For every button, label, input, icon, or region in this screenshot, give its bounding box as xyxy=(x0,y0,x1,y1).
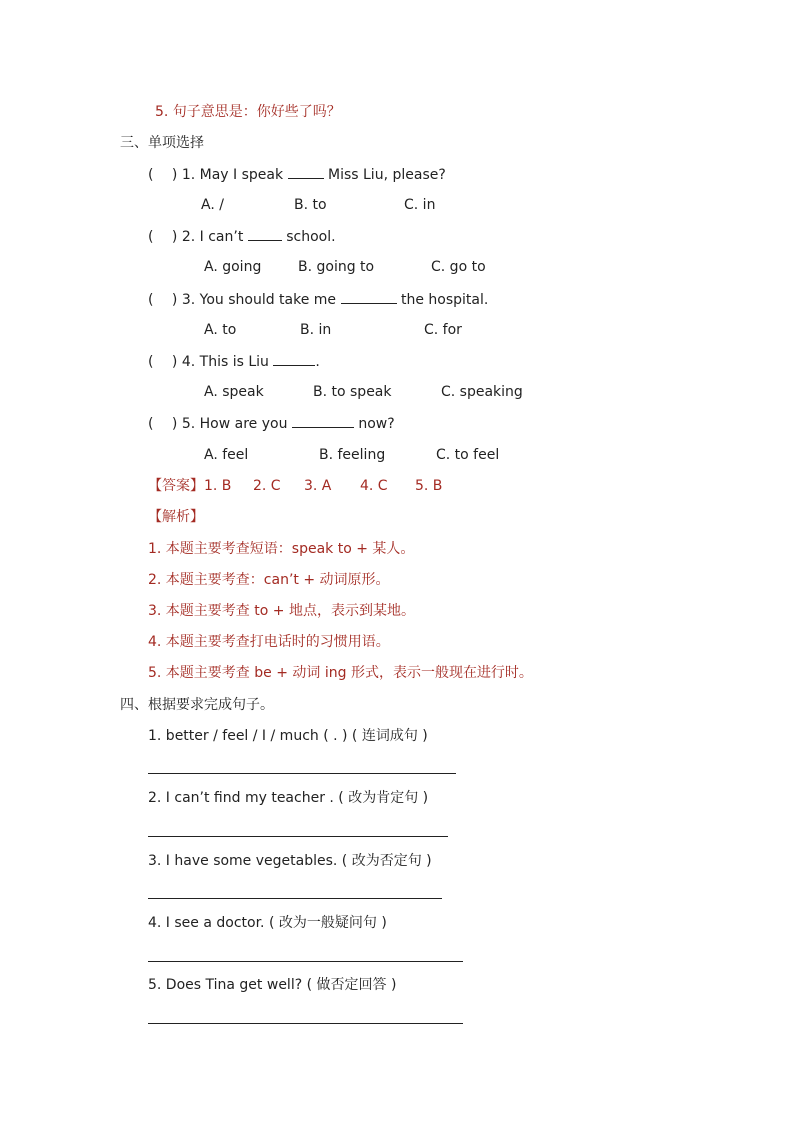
analysis-item-3: 3. 本题主要考查 to + 地点，表示到某地。 xyxy=(148,603,415,619)
option-b: B. in xyxy=(300,322,332,338)
fill-blank xyxy=(292,414,354,428)
section4-title: 四、根据要求完成句子。 xyxy=(120,697,274,713)
fill-blank xyxy=(273,352,315,366)
option-c: C. to feel xyxy=(436,447,500,463)
task-item-3: 3. I have some vegetables. ( 改为否定句 ) xyxy=(148,853,432,869)
answer-paren: ( ) xyxy=(148,354,178,370)
task-item-1: 1. better / feel / I / much ( . ) ( 连词成句 ) xyxy=(148,728,428,744)
analysis-item-1: 1. 本题主要考查短语：speak to + 某人。 xyxy=(148,541,415,557)
analysis-item-5: 5. 本题主要考查 be + 动词 ing 形式，表示一般现在进行时。 xyxy=(148,665,533,681)
question-text-before: May I speak xyxy=(199,167,284,183)
analysis-item-4: 4. 本题主要考查打电话时的习惯用语。 xyxy=(148,634,390,650)
answer-paren: ( ) xyxy=(148,416,178,432)
question-text-after: the hospital. xyxy=(400,292,489,308)
option-c: C. for xyxy=(424,322,462,338)
answer-4: 4. C xyxy=(360,478,388,494)
question-number: 4. xyxy=(181,354,196,370)
option-b: B. going to xyxy=(298,259,375,275)
answer-paren: ( ) xyxy=(148,229,178,245)
analysis-label: 【解析】 xyxy=(148,509,204,525)
option-b: B. feeling xyxy=(319,447,386,463)
question-text-before: You should take me xyxy=(199,292,337,308)
answer-5: 5. B xyxy=(415,478,443,494)
answer-line xyxy=(148,898,442,899)
option-a: A. feel xyxy=(204,447,249,463)
question-text-before: This is Liu xyxy=(199,354,269,370)
question-text-before: How are you xyxy=(199,416,288,432)
section3-title: 三、单项选择 xyxy=(120,135,204,151)
option-c: C. go to xyxy=(431,259,486,275)
top-note: 5. 句子意思是：你好些了吗？ xyxy=(155,104,341,120)
answer-line xyxy=(148,1023,463,1024)
question-3 xyxy=(148,290,488,309)
task-item-2: 2. I can’t find my teacher . ( 改为肯定句 ) xyxy=(148,790,429,806)
question-number: 3. xyxy=(181,292,196,308)
option-a: A. / xyxy=(201,197,224,213)
fill-blank xyxy=(248,227,282,241)
question-5 xyxy=(148,414,395,433)
answer-paren: ( ) xyxy=(148,167,178,183)
analysis-item-2: 2. 本题主要考查：can’t + 动词原形。 xyxy=(148,572,390,588)
question-number: 2. xyxy=(181,229,196,245)
option-b: B. to speak xyxy=(313,384,392,400)
question-text-after: Miss Liu, please? xyxy=(328,167,446,183)
question-text-after: . xyxy=(315,354,320,370)
answer-key-label: 【答案】 xyxy=(148,478,204,494)
question-text-before: I can’t xyxy=(199,229,244,245)
fill-blank xyxy=(341,290,397,304)
answer-line xyxy=(148,773,456,774)
option-a: A. to xyxy=(204,322,237,338)
option-b: B. to xyxy=(294,197,327,213)
answer-paren: ( ) xyxy=(148,292,178,308)
task-item-4: 4. I see a doctor. ( 改为一般疑问句 ) xyxy=(148,915,387,931)
answer-line xyxy=(148,836,448,837)
question-number: 1. xyxy=(181,167,196,183)
answer-3: 3. A xyxy=(304,478,332,494)
question-1 xyxy=(148,165,446,184)
answer-1: 1. B xyxy=(204,478,232,494)
answer-line xyxy=(148,961,463,962)
answer-2: 2. C xyxy=(253,478,281,494)
question-number: 5. xyxy=(181,416,196,432)
option-c: C. speaking xyxy=(441,384,523,400)
question-4 xyxy=(148,352,320,371)
question-2 xyxy=(148,227,336,246)
question-text-after: now? xyxy=(358,416,395,432)
option-a: A. going xyxy=(204,259,262,275)
option-c: C. in xyxy=(404,197,436,213)
fill-blank xyxy=(288,165,324,179)
question-text-after: school. xyxy=(286,229,336,245)
task-item-5: 5. Does Tina get well? ( 做否定回答 ) xyxy=(148,977,397,993)
option-a: A. speak xyxy=(204,384,264,400)
